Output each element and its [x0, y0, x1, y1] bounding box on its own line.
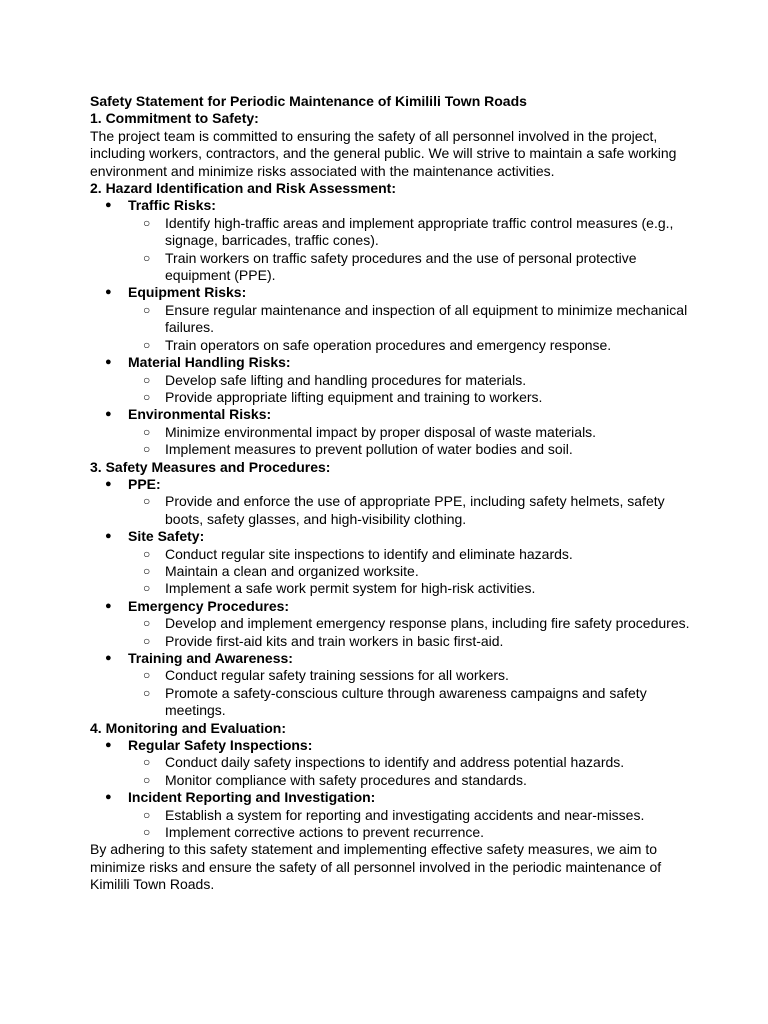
- sub-item: [128, 615, 690, 632]
- hollow-bullet-icon: ○: [143, 668, 151, 683]
- sub-item-text: Implement corrective actions to prevent recurrence.: [165, 824, 485, 841]
- category-list: [90, 476, 690, 720]
- sub-item-list: [128, 667, 690, 719]
- sub-item-list: [128, 215, 690, 285]
- sub-item: [128, 441, 690, 458]
- category-label: Equipment Risks:: [128, 284, 247, 301]
- document-body: [90, 110, 690, 841]
- section-heading: 2. Hazard Identification and Risk Assessment:: [90, 180, 397, 197]
- sub-item: [128, 633, 690, 650]
- sub-item: [128, 807, 690, 824]
- sub-item: [128, 250, 690, 285]
- hollow-bullet-icon: ○: [143, 685, 151, 700]
- sub-item-text: Promote a safety-conscious culture through awareness campaigns and safety meetings.: [165, 684, 647, 719]
- hollow-bullet-icon: ○: [143, 302, 151, 317]
- category-list: [90, 737, 690, 841]
- sub-item-list: [128, 424, 690, 459]
- category-item: [90, 650, 690, 720]
- sub-item-list: [128, 302, 690, 354]
- section-paragraph: The project team is committed to ensuring the safety of all personnel involved in the project, including workers, contractors, and the general public. We will strive to maintain a safe working environment and minimize risks associated with the maintenance activities.: [90, 127, 677, 179]
- hollow-bullet-icon: ○: [143, 494, 151, 509]
- sub-item: [128, 215, 690, 250]
- hollow-bullet-icon: ○: [143, 616, 151, 631]
- sub-item-list: [128, 615, 690, 650]
- category-item: [90, 284, 690, 354]
- category-list: [90, 197, 690, 458]
- hollow-bullet-icon: ○: [143, 372, 151, 387]
- sub-item: [128, 754, 690, 771]
- hollow-bullet-icon: ○: [143, 389, 151, 404]
- category-label: PPE:: [128, 475, 161, 492]
- sub-item: [128, 667, 690, 684]
- hollow-bullet-icon: ○: [143, 546, 151, 561]
- sub-item-text: Train workers on traffic safety procedures and the use of personal protective equipment (PPE).: [165, 249, 637, 284]
- sub-item-list: [128, 493, 690, 528]
- sub-item: [128, 372, 690, 389]
- hollow-bullet-icon: ○: [143, 424, 151, 439]
- section-heading: 4. Monitoring and Evaluation:: [90, 719, 286, 736]
- bullet-icon: ●: [105, 599, 112, 612]
- sub-item: [128, 772, 690, 789]
- sub-item-text: Ensure regular maintenance and inspection of all equipment to minimize mechanical failures.: [165, 301, 688, 336]
- hollow-bullet-icon: ○: [143, 633, 151, 648]
- sub-item-text: Develop safe lifting and handling procedures for materials.: [165, 371, 527, 388]
- category-item: [90, 354, 690, 406]
- hollow-bullet-icon: ○: [143, 772, 151, 787]
- category-item: [90, 789, 690, 841]
- bullet-icon: ●: [105, 652, 112, 664]
- closing-paragraph: By adhering to this safety statement and implementing effective safety measures, we aim to minimize risks and ensure the safety of all personnel involved in the periodic maintenance of Kimilili Town Roads.: [90, 841, 662, 893]
- sub-item-text: Conduct regular site inspections to identify and eliminate hazards.: [165, 545, 573, 562]
- hollow-bullet-icon: ○: [143, 215, 151, 230]
- sub-item-text: Monitor compliance with safety procedures and standards.: [165, 771, 527, 788]
- bullet-icon: ●: [105, 408, 112, 421]
- category-label: Environmental Risks:: [128, 406, 272, 423]
- category-label: Incident Reporting and Investigation:: [128, 789, 376, 806]
- category-label: Traffic Risks:: [128, 197, 216, 214]
- sub-item: [128, 337, 690, 354]
- category-item: [90, 406, 690, 458]
- sub-item: [128, 424, 690, 441]
- category-item: [90, 197, 690, 284]
- document-page: [90, 93, 690, 894]
- bullet-icon: ●: [105, 477, 112, 490]
- sub-item: [128, 563, 690, 580]
- sub-item-text: Conduct daily safety inspections to identify and address potential hazards.: [165, 754, 625, 771]
- category-label: Material Handling Risks:: [128, 354, 291, 371]
- sub-item-text: Maintain a clean and organized worksite.: [165, 562, 419, 579]
- sub-item-text: Establish a system for reporting and investigating accidents and near-misses.: [165, 806, 645, 823]
- sub-item-text: Develop and implement emergency response plans, including fire safety procedures.: [165, 615, 690, 632]
- sub-item-text: Conduct regular safety training sessions for all workers.: [165, 667, 509, 684]
- hollow-bullet-icon: ○: [143, 807, 151, 822]
- hollow-bullet-icon: ○: [143, 250, 151, 265]
- sub-item: [128, 389, 690, 406]
- bullet-icon: ●: [105, 739, 112, 752]
- sub-item: [128, 824, 690, 841]
- sub-item-text: Provide first-aid kits and train workers in basic first-aid.: [165, 632, 504, 649]
- sub-item-list: [128, 372, 690, 407]
- hollow-bullet-icon: ○: [143, 337, 151, 352]
- sub-item: [128, 546, 690, 563]
- bullet-icon: ●: [105, 791, 112, 804]
- section-heading: 3. Safety Measures and Procedures:: [90, 458, 331, 475]
- sub-item-text: Train operators on safe operation procedures and emergency response.: [165, 336, 612, 353]
- category-label: Site Safety:: [128, 528, 205, 545]
- hollow-bullet-icon: ○: [143, 825, 151, 840]
- sub-item-text: Implement a safe work permit system for high-risk activities.: [165, 580, 536, 597]
- sub-item: [128, 580, 690, 597]
- sub-item-text: Provide and enforce the use of appropriate PPE, including safety helmets, safety boots, safety glasses, and high-visibility clothing.: [165, 493, 665, 527]
- hollow-bullet-icon: ○: [143, 563, 151, 578]
- sub-item-list: [128, 754, 690, 789]
- sub-item-text: Minimize environmental impact by proper disposal of waste materials.: [165, 423, 597, 440]
- document-title: Safety Statement for Periodic Maintenance of Kimilili Town Roads: [90, 93, 527, 109]
- category-item: [90, 737, 690, 789]
- sub-item: [128, 302, 690, 337]
- category-label: Training and Awareness:: [128, 650, 293, 666]
- bullet-icon: ●: [105, 356, 112, 369]
- sub-item: [128, 685, 690, 720]
- sub-item: [128, 493, 690, 528]
- sub-item-text: Identify high-traffic areas and implement appropriate traffic control measures (e.g., signage, barricades, traffic cones).: [165, 214, 674, 249]
- bullet-icon: ●: [105, 199, 112, 212]
- sub-item-list: [128, 807, 690, 842]
- category-label: Emergency Procedures:: [128, 597, 290, 614]
- category-item: [90, 598, 690, 650]
- bullet-icon: ●: [105, 530, 112, 543]
- sub-item-list: [128, 546, 690, 598]
- sub-item-text: Implement measures to prevent pollution of water bodies and soil.: [165, 441, 573, 458]
- bullet-icon: ●: [105, 286, 112, 299]
- category-item: [90, 476, 690, 528]
- hollow-bullet-icon: ○: [143, 442, 151, 457]
- hollow-bullet-icon: ○: [143, 755, 151, 770]
- hollow-bullet-icon: ○: [143, 581, 151, 596]
- sub-item-text: Provide appropriate lifting equipment and training to workers.: [165, 388, 543, 405]
- category-label: Regular Safety Inspections:: [128, 737, 313, 754]
- category-item: [90, 528, 690, 598]
- section-heading: 1. Commitment to Safety:: [90, 110, 259, 127]
